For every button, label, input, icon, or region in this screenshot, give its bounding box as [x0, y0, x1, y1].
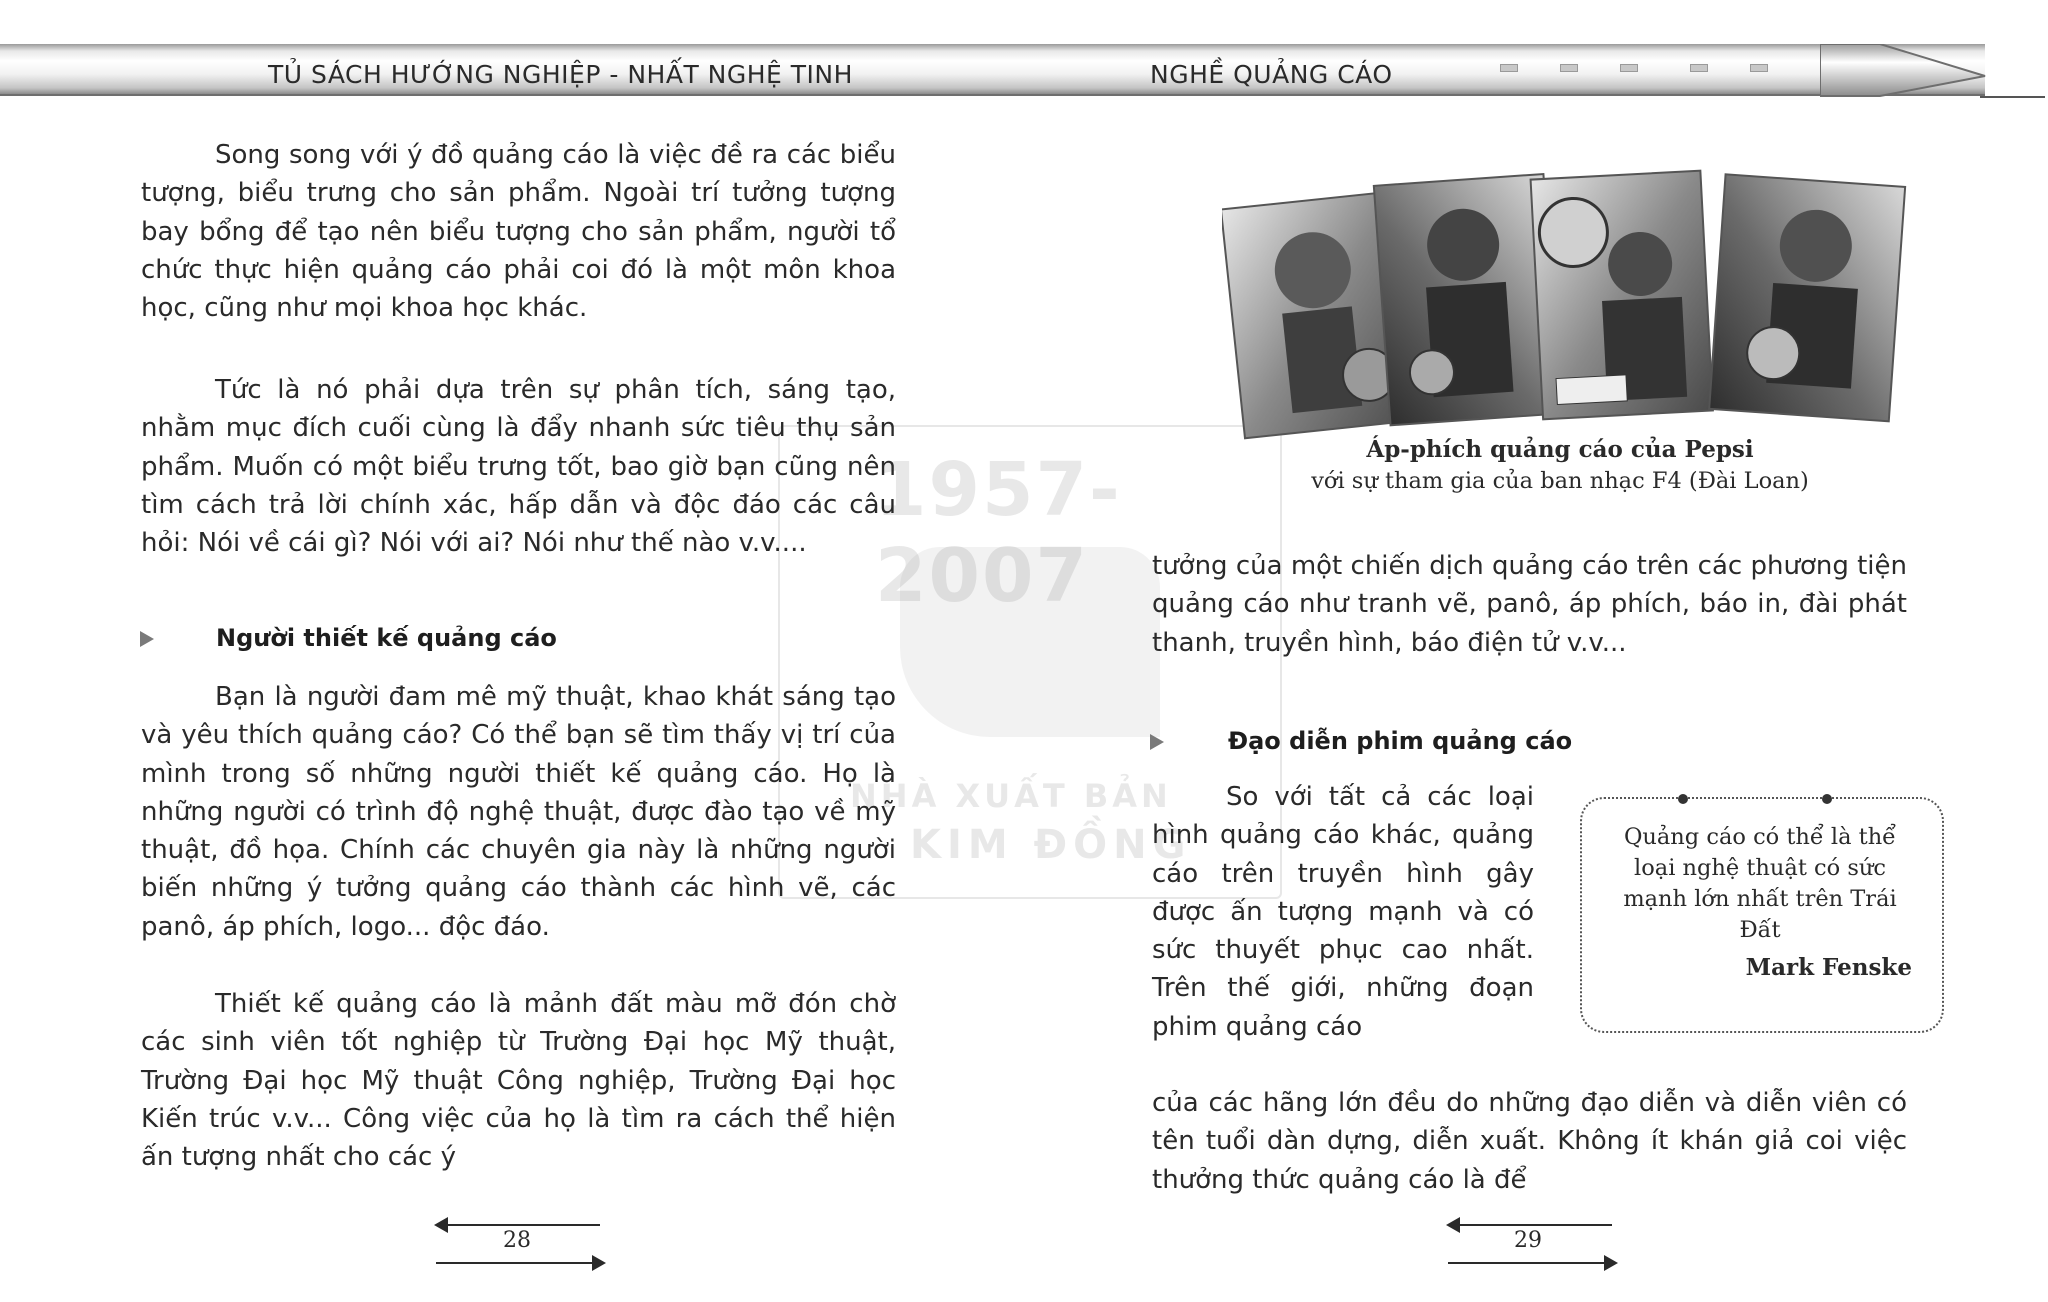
arrow-right-icon — [592, 1255, 606, 1271]
right-paragraph-2-continued: của các hãng lớn đều do những đạo diễn và diễn viên có tên tuổi dàn dựng, diễn xuất. Không ít khán giả coi việc thưởng thức quảng cáo là để — [1152, 1088, 1907, 1195]
arrow-left-icon — [434, 1217, 448, 1233]
quote-text: Quảng cáo có thể là thể loại nghệ thuật có sức mạnh lớn nhất trên Trái Đất — [1623, 824, 1897, 943]
right-paragraph-2-column: So với tất cả các loại hình quảng cáo khác, quảng cáo trên truyền hình gây được ấn tượng mạnh và có sức thuyết phục cao nhất. Trên thế giới, những đoạn phim quảng cáo — [1152, 782, 1534, 1042]
arrow-right-icon — [1604, 1255, 1618, 1271]
bullet-triangle-icon — [1150, 734, 1164, 750]
right-section-heading: Đạo diễn phim quảng cáo — [1228, 727, 1573, 755]
arrow-left-icon — [1446, 1217, 1460, 1233]
quote-dot-icon — [1820, 792, 1834, 806]
pepsi-f4-poster-image — [1222, 160, 1910, 442]
watermark-publisher-line1: NHÀ XUẤT BẢN — [850, 777, 1172, 815]
left-paragraph-2: Tức là nó phải dựa trên sự phân tích, sáng tạo, nhằm mục đích cuối cùng là đẩy nhanh sức tiêu thụ sản phẩm. Muốn có một biểu trưng tốt, bao giờ bạn cũng nên tìm cách trả lời chính xác, hấp dẫn và độc đáo các câu hỏi: Nói về cái gì? Nói với ai? Nói như thế nào v.v.... — [141, 375, 896, 559]
header-decor-dash — [1500, 64, 1518, 72]
watermark-logo-shape — [900, 547, 1160, 737]
quote-dot-icon — [1676, 792, 1690, 806]
left-paragraph-1: Song song với ý đồ quảng cáo là việc đề ra các biểu tượng, biểu trưng cho sản phẩm. Ngoài trí tưởng tượng bay bổng để tạo nên biểu tượng cho sản phẩm, người tổ chức thực hiện quảng cáo phải coi đó là một môn khoa học, cũng như mọi khoa học khác. — [141, 140, 896, 324]
poster-caption-subtitle: với sự tham gia của ban nhạc F4 (Đài Loan) — [1311, 468, 1809, 494]
header-rule — [1980, 96, 2045, 98]
page-arrow-left-line — [440, 1224, 600, 1226]
page-arrow-left-line — [1452, 1224, 1612, 1226]
header-left-title: TỦ SÁCH HƯỚNG NGHIỆP - NHẤT NGHỆ TINH — [268, 60, 853, 89]
header-decor-dash — [1750, 64, 1768, 72]
left-page-number: 28 — [503, 1228, 531, 1253]
left-paragraph-3: Bạn là người đam mê mỹ thuật, khao khát sáng tạo và yêu thích quảng cáo? Có thể bạn sẽ tìm thấy vị trí của mình trong số những người thiết kế quảng cáo. Họ là những người có trình độ nghệ thuật, được đào tạo về mỹ thuật, đồ họa. Chính các chuyên gia này là những người biến những ý tưởng quảng cáo thành các hình vẽ, các panô, áp phích, logo... độc đáo. — [141, 682, 896, 942]
header-decor-dash — [1690, 64, 1708, 72]
header-decor-dash — [1560, 64, 1578, 72]
header-decor-dash — [1620, 64, 1638, 72]
right-page-number: 29 — [1514, 1228, 1542, 1253]
right-paragraph-1: tưởng của một chiến dịch quảng cáo trên các phương tiện quảng cáo như tranh vẽ, panô, áp phích, báo in, đài phát thanh, truyền hình, báo điện tử v.v... — [1152, 551, 1907, 658]
watermark-publisher-line2: KIM ĐỒNG — [910, 822, 1192, 868]
left-section-heading: Người thiết kế quảng cáo — [216, 624, 557, 652]
watermark-years: 1957-2007 — [875, 447, 1122, 619]
header-arrow-tip-icon — [1820, 44, 1990, 102]
page-arrow-right-line — [1448, 1262, 1608, 1264]
page-arrow-right-line — [436, 1262, 596, 1264]
header-right-title: NGHỀ QUẢNG CÁO — [1150, 60, 1393, 89]
quote-author: Mark Fenske — [1745, 954, 1912, 981]
left-paragraph-4: Thiết kế quảng cáo là mảnh đất màu mỡ đón chờ các sinh viên tốt nghiệp từ Trường Đại học Mỹ thuật, Trường Đại học Mỹ thuật Công nghiệp, Trường Đại học Kiến trúc v.v... Công việc của họ là tìm ra cách thể hiện ấn tượng nhất cho các ý — [141, 989, 896, 1173]
bullet-triangle-icon — [140, 631, 154, 647]
poster-caption-title: Áp-phích quảng cáo của Pepsi — [1366, 436, 1754, 463]
